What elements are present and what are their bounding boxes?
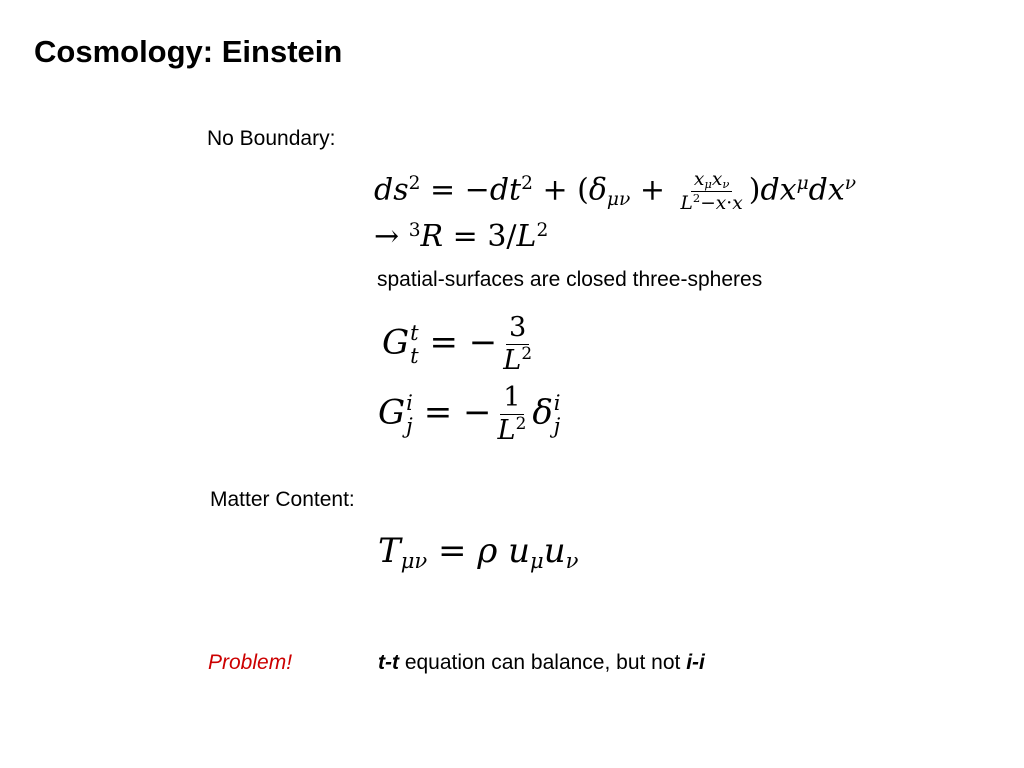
einstein-ij-equation: G i j = − $\frac{1}{L^2}$ δ i j [378, 382, 561, 446]
metric-equation: $ds^2 = -dt^2 + (\delta_{\mu\nu}$ + $\frac{x_\mu x_\nu}{L^2-x\cdot x}$ )$dx^\mu dx^\nu$ [374, 169, 857, 214]
einstein-tt-equation: G t t = − $\frac{3}{L^2}$ [382, 312, 533, 376]
problem-label: Problem! [208, 651, 293, 674]
ii-term: i-i [686, 651, 705, 674]
problem-statement [378, 651, 705, 675]
problem-middle-text: equation can balance, but not [398, 651, 687, 674]
tt-term: t-t [378, 651, 399, 674]
stress-energy-equation: $T_{\mu\nu} = \rho$ $u_\mu u_\nu$ [378, 531, 579, 574]
slide-title: Cosmology: Einstein [34, 34, 343, 69]
matter-content-label: Matter Content: [210, 488, 355, 511]
curvature-equation: → $^3R = 3/L^2$ [374, 219, 549, 254]
no-boundary-label: No Boundary: [207, 127, 336, 150]
spatial-surfaces-note: spatial-surfaces are closed three-spheres [377, 268, 763, 291]
